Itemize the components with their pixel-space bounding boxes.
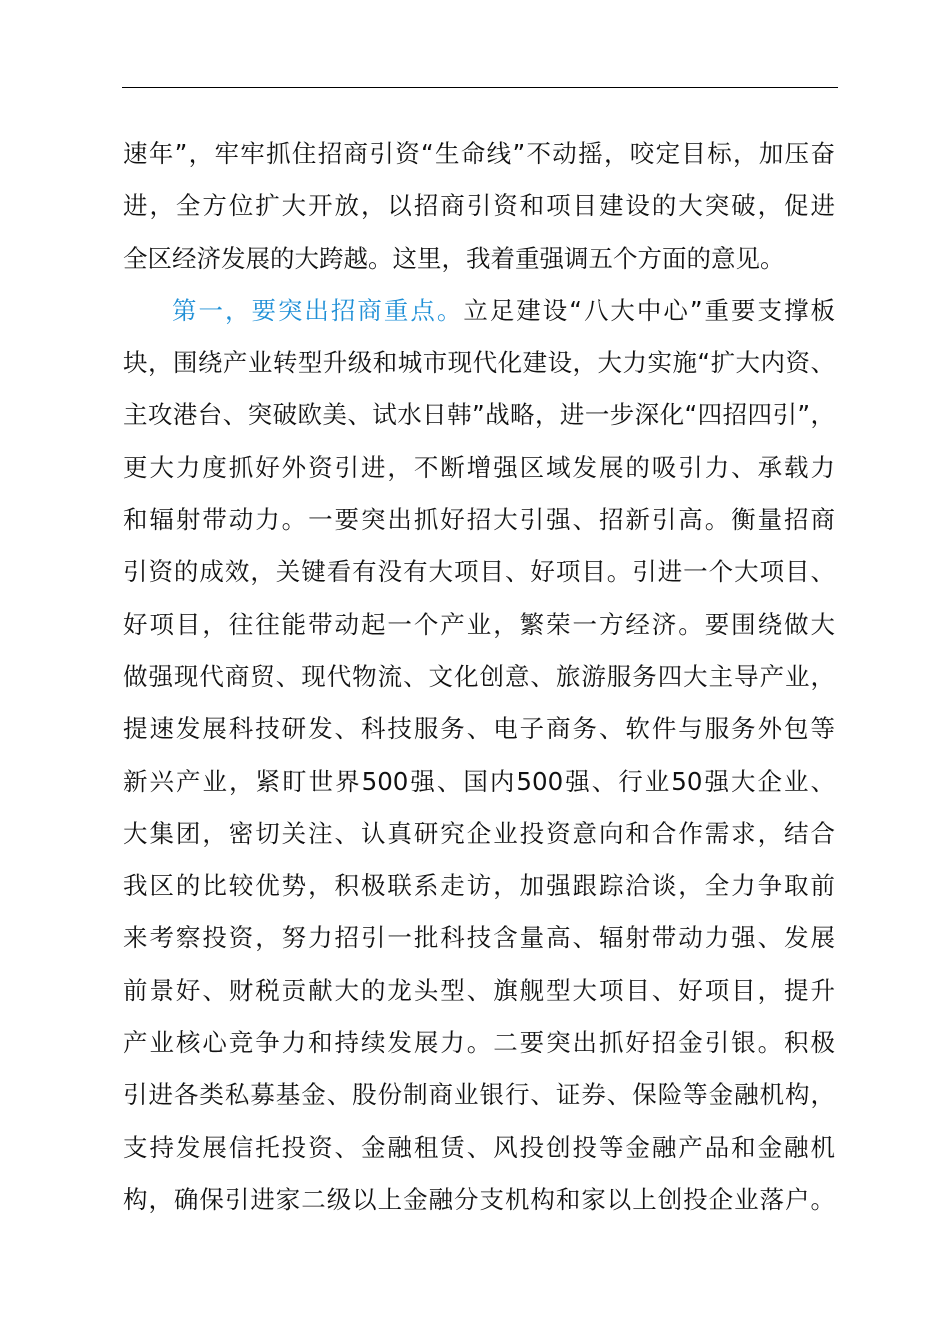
- text-line: 前景好、财税贡献大的龙头型、旗舰型大项目、好项目，提升: [123, 975, 835, 1005]
- text-line: 做强现代商贸、现代物流、文化创意、旅游服务四大主导产业，: [123, 661, 835, 691]
- header-rule: [122, 87, 838, 88]
- text-line: 引资的成效，关键看有没有大项目、好项目。引进一个大项目、: [123, 557, 835, 587]
- text-line: 和辐射带动力。一要突出抓好招大引强、招新引高。衡量招商: [123, 505, 835, 535]
- text-line: 全区经济发展的大跨越。这里，我着重强调五个方面的意见。: [123, 243, 785, 273]
- text-line: 大集团，密切关注、认真研究企业投资意向和合作需求，结合: [123, 818, 835, 848]
- text-line: 支持发展信托投资、金融租赁、风投创投等金融产品和金融机: [123, 1132, 835, 1162]
- text-line-first: [123, 285, 835, 337]
- text-line: 提速发展科技研发、科技服务、电子商务、软件与服务外包等: [123, 714, 835, 744]
- text-line: 新兴产业，紧盯世界500强、国内500强、行业50强大企业、: [123, 766, 835, 796]
- text-line: 来考察投资，努力招引一批科技含量高、辐射带动力强、发展: [123, 923, 835, 953]
- document-body: [123, 128, 835, 1226]
- text-line: 产业核心竞争力和持续发展力。二要突出抓好招金引银。积极: [123, 1028, 835, 1058]
- text-line: 块，围绕产业转型升级和城市现代化建设，大力实施“扩大内资、: [123, 348, 835, 378]
- text-line: 好项目，往往能带动起一个产业，繁荣一方经济。要围绕做大: [123, 609, 835, 639]
- section-heading: 第一，要突出招商重点。: [172, 295, 464, 325]
- paragraph-1: [123, 128, 835, 285]
- text-line: 更大力度抓好外资引进，不断增强区域发展的吸引力、承载力: [123, 452, 835, 482]
- text-line: 速年”，牢牢抓住招商引资“生命线”不动摇，咬定目标，加压奋: [123, 139, 835, 168]
- text-line: 构，确保引进家二级以上金融分支机构和家以上创投企业落户。: [123, 1184, 835, 1214]
- text-line: 主攻港台、突破欧美、试水日韩”战略，进一步深化“四招四引”，: [123, 400, 835, 430]
- text-line: 我区的比较优势，积极联系走访，加强跟踪洽谈，全力争取前: [123, 871, 835, 901]
- text-span: 立足建设“八大中心”重要支撑板: [463, 295, 835, 325]
- paragraph-2: [123, 285, 835, 1226]
- text-line: 引进各类私募基金、股份制商业银行、证券、保险等金融机构，: [123, 1080, 835, 1110]
- text-line: 进，全方位扩大开放，以招商引资和项目建设的大突破，促进: [123, 191, 835, 221]
